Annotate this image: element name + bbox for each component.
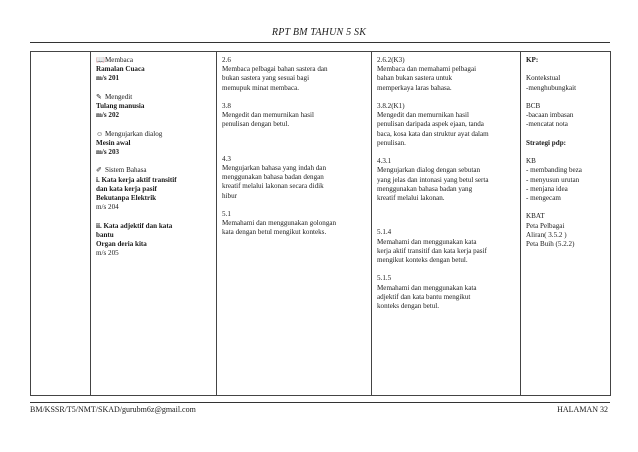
- sp-code-5-1-4: 5.1.4: [377, 228, 392, 237]
- sp-text-line: Mengedit dan memurnikan hasil: [377, 111, 470, 120]
- footer-page-number: HALAMAN 32: [557, 405, 608, 414]
- smiley-icon: ☺: [96, 129, 104, 138]
- sk-text-line: Memahami dan menggunakan golongan: [222, 219, 337, 228]
- kbat-item: KBAT: [526, 212, 545, 221]
- sk-code-2-6: 2.6: [222, 56, 231, 64]
- sk-text-line: menggunakan bahasa badan dengan: [222, 173, 324, 182]
- sp-text-line: adjektif dan kata bantu mengikut: [377, 292, 471, 301]
- grammar-item-i-line1: i. Kata kerja aktif transitif: [96, 175, 177, 184]
- sp-code-5-1-5: 5.1.5: [377, 274, 392, 283]
- sp-text-line: Memahami dan menggunakan kata: [377, 283, 477, 292]
- pencil-icon: ✎: [96, 92, 102, 101]
- sk-code-3-8: 3.8: [222, 102, 231, 110]
- standard-kandungan-cell: [217, 52, 372, 396]
- kb-item: - menyusun urutan: [526, 175, 580, 184]
- page-ref-204: m/s 204: [96, 203, 119, 212]
- sk-text-line: kreatif melalui lakonan secara didik: [222, 182, 324, 191]
- sp-text-line: memperkaya laras bahasa.: [377, 83, 452, 92]
- sp-text-line: penulisan daripada aspek ejaan, tanda: [377, 120, 484, 129]
- sp-text-line: menggunakan bahasa badan yang: [377, 184, 473, 193]
- sp-code-3-8-2: 3.8.2(K1): [377, 102, 405, 110]
- text-title-organ-deria: Organ deria kita: [96, 240, 147, 248]
- sk-text-line: bukan sastera yang sesuai bagi: [222, 74, 310, 83]
- grammar-item-ii-line2: bantu: [96, 230, 114, 239]
- unit-pages-cell: [91, 52, 217, 396]
- skill-label-dialog: Mengujarkan dialog: [105, 129, 163, 138]
- standard-pembelajaran-cell: [372, 52, 521, 396]
- skill-label-sistem-bahasa: Sistem Bahasa: [105, 166, 147, 175]
- sp-text-line: Mengujarkan dialog dengan sebutan: [377, 166, 481, 175]
- header-divider: [30, 42, 610, 43]
- sp-text-line: kerja aktif transitif dan kata kerja pasif: [377, 246, 487, 255]
- sp-code-4-3-1: 4.3.1: [377, 157, 392, 166]
- text-title-tulang-manusia: Tulang manusia: [96, 102, 145, 110]
- grammar-item-i-line2: dan kata kerja pasif: [96, 184, 157, 193]
- kp-item: -menghubungkait: [526, 83, 577, 92]
- page-ref-201: m/s 201: [96, 74, 120, 83]
- skill-label-membaca: Membaca: [105, 56, 133, 64]
- kb-item: - menjana idea: [526, 184, 568, 193]
- text-title-mesin-awal: Mesin awal: [96, 138, 131, 147]
- book-icon: 📖: [96, 56, 105, 64]
- sk-text-line: Membaca pelbagai bahan sastera dan: [222, 65, 328, 74]
- sp-text-line: baca, kosa kata dan struktur ayat dalam: [377, 129, 489, 138]
- sp-code-2-6-2: 2.6.2(K3): [377, 56, 405, 64]
- sk-text-line: memupuk minat membaca.: [222, 83, 300, 92]
- kp-item: -mencatat nota: [526, 120, 568, 129]
- sk-text-line: Mengedit dan memurnikan hasil: [222, 111, 315, 120]
- kb-item: - membanding beza: [526, 166, 582, 175]
- page-header-title: RPT BM TAHUN 5 SK: [271, 27, 367, 38]
- skill-label-mengedit: Mengedit: [105, 92, 133, 101]
- week-cell: [31, 52, 91, 396]
- kp-item: Kontekstual: [526, 74, 561, 83]
- footer-source: BM/KSSR/T5/NMT/SKAD/gurubm6z@gmail.com: [30, 405, 196, 414]
- sp-text-line: bahan bukan sastera untuk: [377, 74, 453, 83]
- grammar-item-ii-line1: ii. Kata adjektif dan kata: [96, 221, 173, 230]
- page-ref-202: m/s 202: [96, 111, 120, 120]
- sp-text-line: Membaca dan memahami pelbagai: [377, 65, 477, 74]
- sp-text-line: yang jelas dan intonasi yang betul serta: [377, 175, 489, 184]
- sk-text-line: penulisan dengan betul.: [222, 120, 290, 129]
- text-title-bekutanpa: Bekutanpa Elektrik: [96, 194, 157, 202]
- sk-code-5-1: 5.1: [222, 210, 231, 218]
- sk-text-line: Mengujarkan bahasa yang indah dan: [222, 164, 327, 172]
- sk-text-line: hibur: [222, 191, 237, 200]
- kb-item: - mengecam: [526, 193, 561, 202]
- sp-text-line: kreatif melalui lakonan.: [377, 194, 445, 203]
- kbat-item: Peta Buih (5.2.2): [526, 239, 575, 248]
- kp-item: BCB: [526, 101, 541, 110]
- text-title-ramalan-cuaca: Ramalan Cuaca: [96, 65, 145, 74]
- kbat-item: Peta Pelbagai: [526, 221, 565, 230]
- page-ref-205: m/s 205: [96, 249, 119, 258]
- rpt-table: [30, 51, 611, 396]
- sp-text-line: mengikut konteks dengan betul.: [377, 256, 468, 265]
- sp-text-line: penulisan.: [377, 138, 406, 147]
- kb-item: KB: [526, 157, 536, 166]
- strategi-heading: Strategi pdp:: [526, 138, 567, 147]
- kbat-item: Aliran( 3.5.2 ): [526, 230, 567, 239]
- table-row: [31, 52, 611, 396]
- footer-divider: [30, 402, 610, 403]
- kp-heading: KP:: [526, 56, 539, 64]
- sk-code-4-3: 4.3: [222, 154, 231, 163]
- sp-text-line: Memahami dan menggunakan kata: [377, 237, 477, 246]
- sp-text-line: konteks dengan betul.: [377, 302, 440, 311]
- sk-text-line: kata dengan betul mengikut konteks.: [222, 228, 327, 237]
- writing-hand-icon: ✐: [96, 166, 102, 175]
- page-ref-203: m/s 203: [96, 148, 120, 156]
- notes-cell: [521, 52, 611, 396]
- kp-item: -bacaan imbasan: [526, 111, 574, 120]
